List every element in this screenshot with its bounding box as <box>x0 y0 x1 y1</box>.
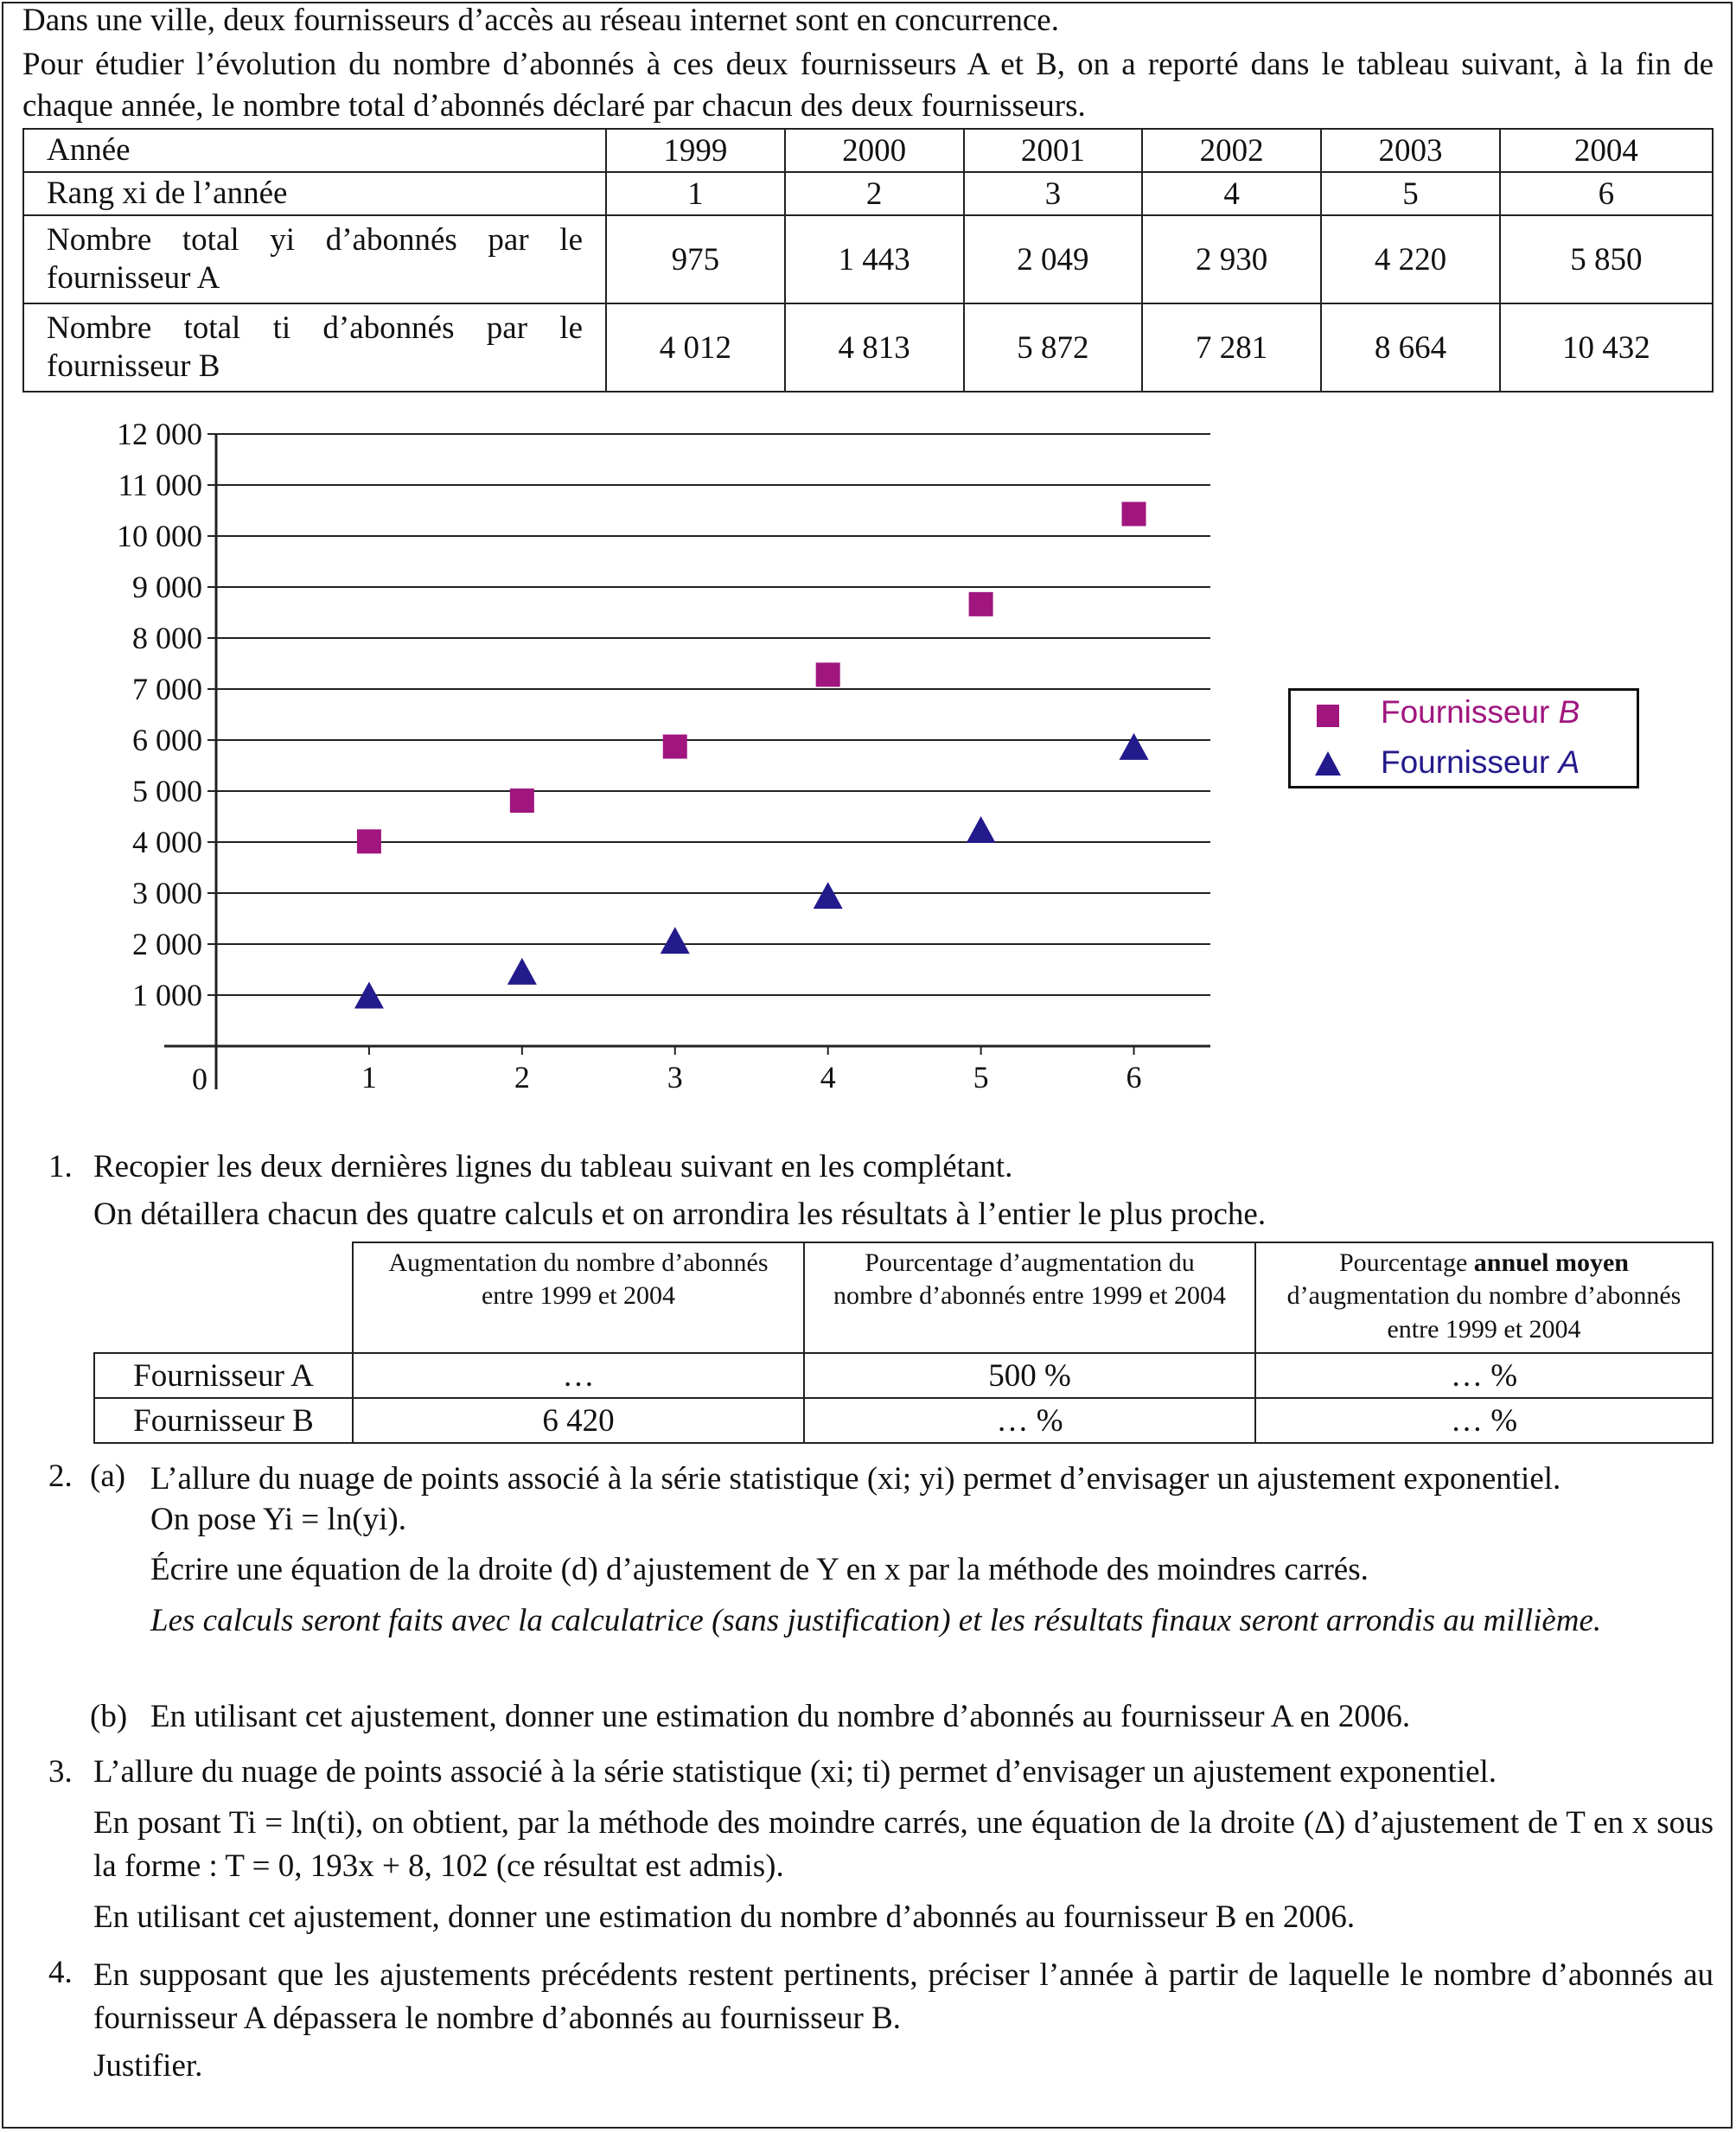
q4-line-1: En supposant que les ajustements précédents restent pertinents, préciser l’année à partir de laquelle le nombre d’abonnés au fournisseur A dépassera le nombre d’abonnés au fournisseur B. <box>93 1957 1714 2036</box>
year-cell: 2000 <box>785 129 964 172</box>
table-cell: … % <box>1255 1353 1713 1398</box>
year-cell: 2002 <box>1142 129 1321 172</box>
point-square-b <box>663 735 687 759</box>
table-cell: … % <box>1255 1398 1713 1443</box>
y-tick-label: 8 000 <box>132 621 202 655</box>
x-tick-label: 4 <box>820 1060 836 1095</box>
q2a-note: Les calculs seront faits avec la calculatrice (sans justification) et les résultats finaux seront arrondis au millième. <box>150 1603 1602 1638</box>
q4-line-2: Justifier. <box>93 2048 203 2084</box>
x-tick-label: 3 <box>667 1060 683 1095</box>
q3-line-2: En posant Ti = ln(ti), on obtient, par la méthode des moindre carrés, une équation de la droite (Δ) d’ajustement de T en x sous la forme : T = 0, 193x + 8, 102 (ce résultat est admis). <box>93 1805 1714 1884</box>
q2a-tag: (a) <box>90 1459 126 1494</box>
y-tick-label: 3 000 <box>132 876 202 910</box>
x-tick-label: 5 <box>973 1060 989 1095</box>
q3-line-3: En utilisant cet ajustement, donner une estimation du nombre d’abonnés au fournisseur B en 2006. <box>93 1899 1356 1935</box>
year-cell: 2001 <box>964 129 1143 172</box>
x-tick-label: 1 <box>361 1060 377 1095</box>
q2a-line-3: Écrire une équation de la droite (d) d’ajustement de Y en x par la méthode des moindres carrés. <box>150 1552 1369 1587</box>
origin-label: 0 <box>192 1062 207 1096</box>
x-axis-labels <box>192 1060 1142 1096</box>
row-b-label: Nombre total ti d’abonnés par le fournisseur B <box>23 303 606 392</box>
y-tick-label: 5 000 <box>132 774 202 808</box>
row-year-label: Année <box>23 129 606 172</box>
value-cell: 1 443 <box>785 215 964 303</box>
point-triangle-a <box>1120 733 1149 760</box>
y-tick-label: 7 000 <box>132 672 202 706</box>
row-label: Fournisseur B <box>94 1398 353 1443</box>
q1-line-1: Recopier les deux dernières lignes du tableau suivant en les complétant. <box>93 1149 1013 1184</box>
point-square-b <box>357 829 381 853</box>
y-tick-label: 2 000 <box>132 927 202 961</box>
value-cell: 975 <box>606 215 785 303</box>
subscribers-table <box>22 128 1714 393</box>
q3-line-1: L’allure du nuage de points associé à la série statistique (xi; ti) permet d’envisager un ajustement exponentiel. <box>93 1754 1497 1790</box>
y-tick-label: 12 000 <box>117 417 202 451</box>
rank-cell: 5 <box>1321 172 1500 215</box>
legend-label-b: Fournisseur B <box>1381 694 1580 730</box>
table2-row-a <box>94 1353 1713 1398</box>
table-row-rank <box>23 172 1713 215</box>
triangle-marker-icon <box>1308 744 1343 788</box>
y-tick-label: 1 000 <box>132 978 202 1012</box>
header-annual-percent: Pourcentage annuel moyen d’augmentation du nombre d’abonnés entre 1999 et 2004 <box>1255 1242 1713 1353</box>
intro-line-1: Dans une ville, deux fournisseurs d’accès au réseau internet sont en concurrence. <box>22 3 1059 38</box>
point-square-b <box>1122 502 1146 527</box>
header-percent-increase: Pourcentage d’augmentation du nombre d’abonnés entre 1999 et 2004 <box>804 1242 1255 1353</box>
value-cell: 7 281 <box>1142 303 1321 392</box>
year-cell: 1999 <box>606 129 785 172</box>
value-cell: 5 850 <box>1500 215 1713 303</box>
rank-cell: 2 <box>785 172 964 215</box>
table-row-provider-b <box>23 303 1713 392</box>
blank-corner-cell <box>94 1242 353 1353</box>
value-cell: 4 813 <box>785 303 964 392</box>
y-tick-label: 9 000 <box>132 570 202 604</box>
y-axis-labels <box>117 417 202 1012</box>
point-triangle-a <box>661 927 690 954</box>
q1-line-2: On détaillera chacun des quatre calculs et on arrondira les résultats à l’entier le plus proche. <box>93 1197 1267 1232</box>
table2-header-row <box>94 1242 1713 1353</box>
x-tick-label: 6 <box>1126 1060 1142 1095</box>
y-tick-label: 10 000 <box>117 519 202 553</box>
rank-cell: 3 <box>964 172 1143 215</box>
point-triangle-a <box>507 958 537 985</box>
value-cell: 5 872 <box>964 303 1143 392</box>
y-tick-label: 4 000 <box>132 825 202 859</box>
q4-number: 4. <box>48 1955 73 1990</box>
point-triangle-a <box>814 882 843 909</box>
year-cell: 2003 <box>1321 129 1500 172</box>
year-cell: 2004 <box>1500 129 1713 172</box>
legend-label-a: Fournisseur A <box>1381 744 1580 780</box>
rank-cell: 4 <box>1142 172 1321 215</box>
table-cell: … % <box>804 1398 1255 1443</box>
header-increase: Augmentation du nombre d’abonnés entre 1999 et 2004 <box>353 1242 804 1353</box>
q2a-line-2: On pose Yi = ln(yi). <box>150 1502 406 1537</box>
point-square-b <box>510 788 534 813</box>
q3-number: 3. <box>48 1754 73 1790</box>
rank-cell: 1 <box>606 172 785 215</box>
value-cell: 8 664 <box>1321 303 1500 392</box>
row-a-label: Nombre total yi d’abonnés par le fournisseur A <box>23 215 606 303</box>
q2a-line-1: L’allure du nuage de points associé à la série statistique (xi; yi) permet d’envisager un ajustement exponentiel. <box>150 1461 1561 1497</box>
table-cell: 6 420 <box>353 1398 804 1443</box>
table-row-provider-a <box>23 215 1713 303</box>
value-cell: 10 432 <box>1500 303 1713 392</box>
table2-row-b <box>94 1398 1713 1443</box>
value-cell: 2 930 <box>1142 215 1321 303</box>
chart-points <box>354 502 1149 1009</box>
q2b-line: En utilisant cet ajustement, donner une estimation du nombre d’abonnés au fournisseur A en 2006. <box>150 1699 1411 1734</box>
y-tick-label: 11 000 <box>118 468 202 502</box>
row-label: Fournisseur A <box>94 1353 353 1398</box>
table-cell: 500 % <box>804 1353 1255 1398</box>
rank-cell: 6 <box>1500 172 1713 215</box>
table-row-year <box>23 129 1713 172</box>
legend-item-b <box>1308 694 1628 737</box>
row-rank-label: Rang xi de l’année <box>23 172 606 215</box>
x-tick-label: 2 <box>514 1060 530 1095</box>
table-cell: … <box>353 1353 804 1398</box>
square-marker-icon <box>1308 694 1343 737</box>
chart-legend <box>1288 688 1639 788</box>
completion-table <box>93 1242 1714 1444</box>
q2b-tag: (b) <box>90 1699 128 1734</box>
q2-number: 2. <box>48 1459 73 1494</box>
intro-line-2: Pour étudier l’évolution du nombre d’abonnés à ces deux fournisseurs A et B, on a reporté dans le tableau suivant, à la fin de chaque année, le nombre total d’abonnés déclaré par chacun des deux fournisseurs. <box>22 47 1714 124</box>
chart-grid <box>164 434 1210 1089</box>
scatter-chart <box>78 406 1219 1115</box>
point-triangle-a <box>967 816 996 843</box>
value-cell: 4 220 <box>1321 215 1500 303</box>
point-square-b <box>969 592 993 616</box>
value-cell: 2 049 <box>964 215 1143 303</box>
y-tick-label: 6 000 <box>132 723 202 757</box>
point-square-b <box>816 662 840 686</box>
legend-item-a <box>1308 744 1628 788</box>
value-cell: 4 012 <box>606 303 785 392</box>
q1-number: 1. <box>48 1149 73 1184</box>
